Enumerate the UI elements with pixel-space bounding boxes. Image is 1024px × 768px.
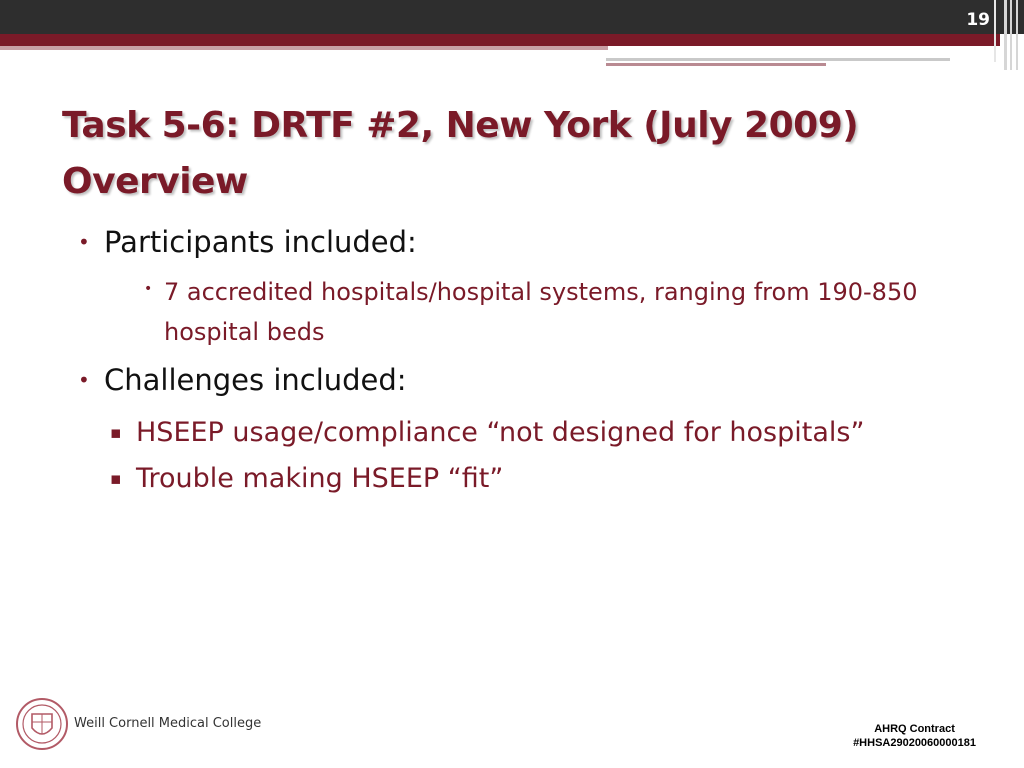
sub-bullet-hseep-usage <box>110 410 978 456</box>
bullet-heading: Challenges included: <box>104 363 407 397</box>
bullet-dot-icon: • <box>78 368 90 392</box>
bullet-participants <box>78 222 978 262</box>
contract-number <box>853 722 976 750</box>
slide-title-line1: Task 5-6: DRTF #2, New York (July 2009) <box>62 105 859 146</box>
bullet-challenges <box>78 360 978 400</box>
sub-bullet-text: Trouble making HSEEP “fit” <box>136 463 504 494</box>
sub-bullet-text: 7 accredited hospitals/hospital systems, ranging from 190-850 hospital beds <box>164 278 918 346</box>
decorative-corner-lines <box>606 0 1024 70</box>
bullet-dot-icon: • <box>78 230 90 254</box>
square-bullet-icon: ▪ <box>110 469 122 489</box>
slide-title <box>62 98 962 210</box>
slide-content <box>78 222 978 502</box>
contract-line1: AHRQ Contract <box>874 723 955 735</box>
college-seal-icon <box>16 698 68 750</box>
slide-title-line2: Overview <box>62 161 248 202</box>
header-stripe-light <box>0 46 608 50</box>
sub-bullet-hospitals <box>144 272 924 352</box>
slide-number: 19 <box>966 10 990 30</box>
small-dot-icon: • <box>144 281 153 297</box>
contract-line2: #HHSA29020060000181 <box>853 737 976 749</box>
bullet-heading: Participants included: <box>104 225 417 259</box>
sub-bullet-text: HSEEP usage/compliance “not designed for hospitals” <box>136 417 865 448</box>
square-bullet-icon: ▪ <box>110 423 122 443</box>
college-name: Weill Cornell Medical College <box>74 716 262 731</box>
sub-bullet-hseep-fit <box>110 456 978 502</box>
